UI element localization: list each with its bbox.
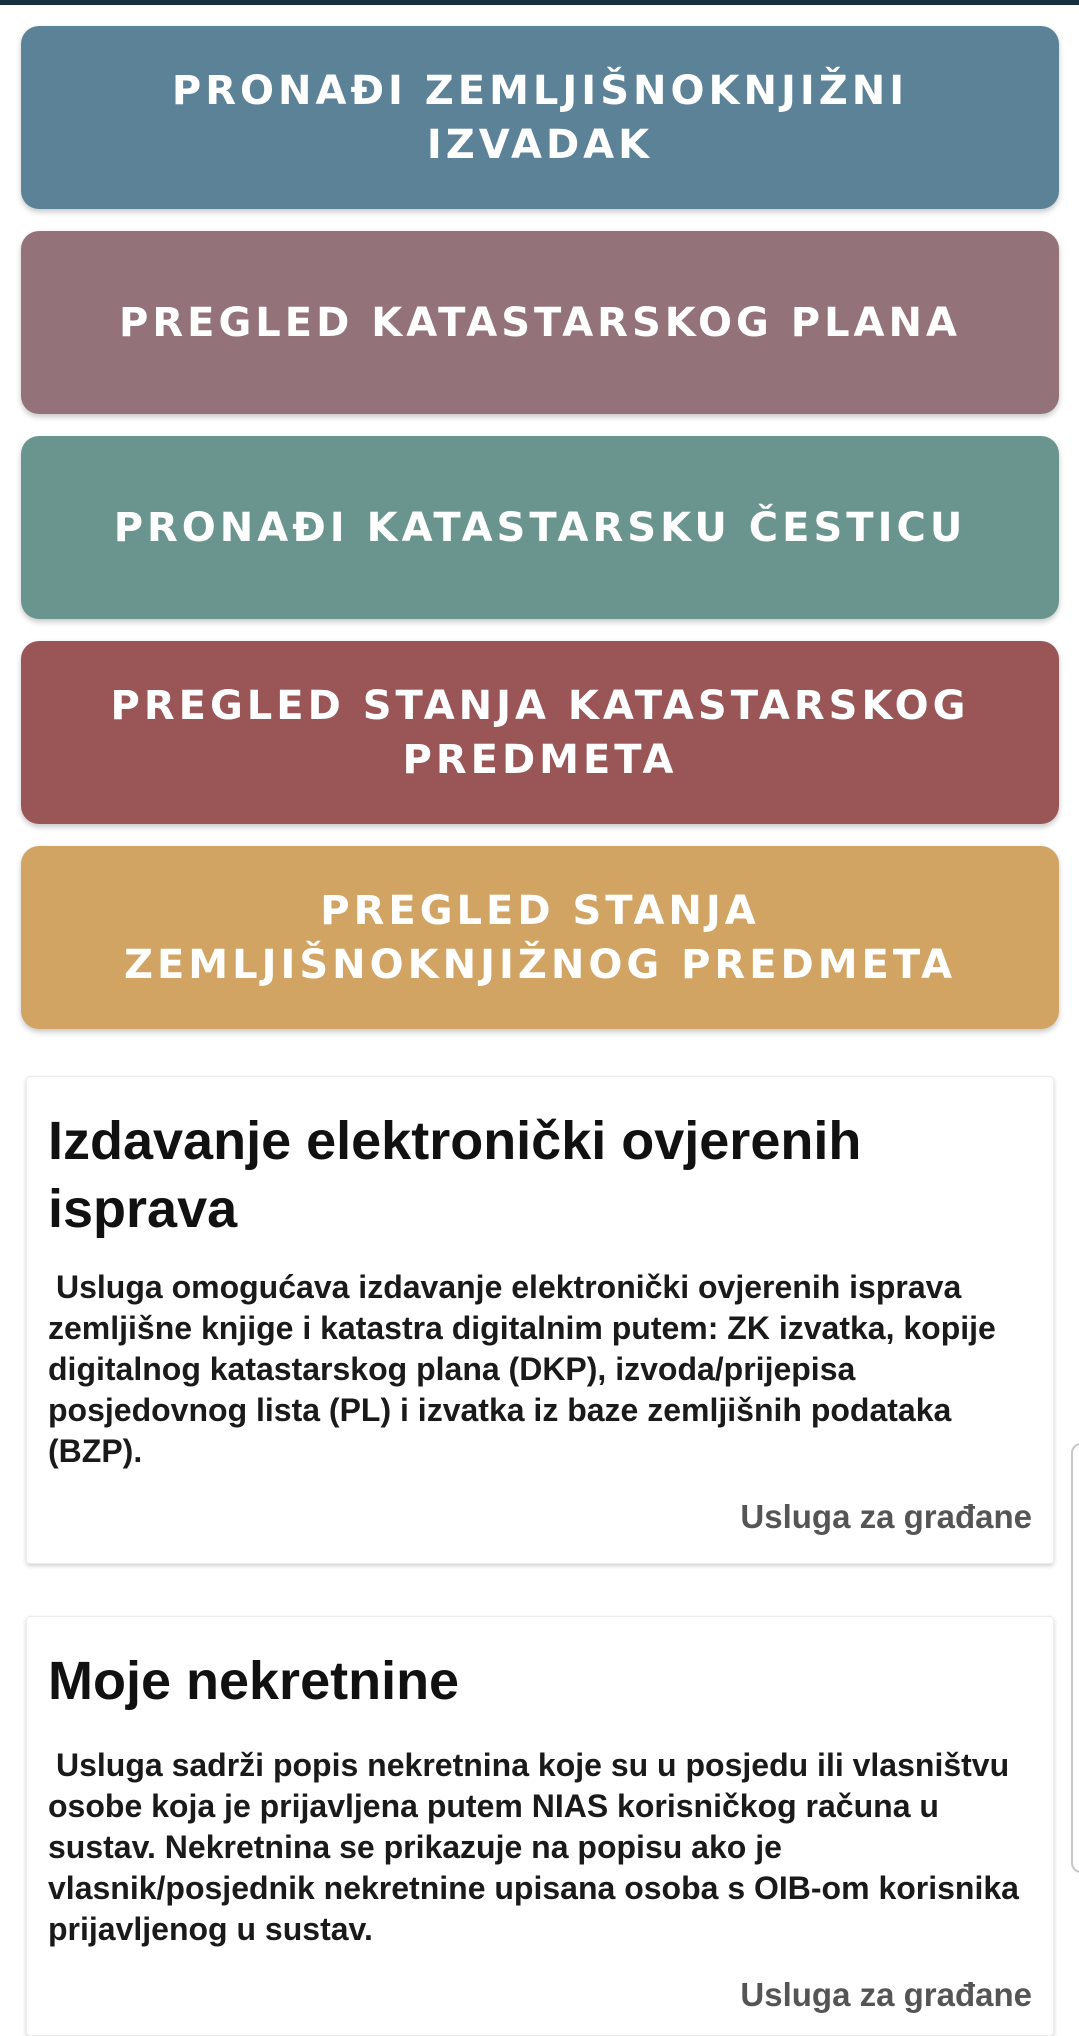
- card-description: Usluga sadrži popis nekretnina koje su u posjedu ili vlasništvu osobe koja je prijavljena putem NIAS korisničkog računa u sustav. Nekretnina se prikazuje na popisu ako je vlasnik/posjednik nekretnine upisana osoba s OIB-om korisnika prijavljenog u sustav.: [48, 1747, 1019, 1947]
- card-title: Moje nekretnine: [48, 1651, 460, 1711]
- scroll-handle[interactable]: [1071, 1443, 1079, 1873]
- service-card-electronic-documents[interactable]: [26, 1076, 1054, 1564]
- find-land-registry-extract-button[interactable]: PRONAĐI ZEMLJIŠNOKNJIŽNI IZVADAK: [21, 26, 1059, 209]
- card-title: Izdavanje elektronički ovjerenih isprava: [48, 1111, 862, 1239]
- top-bar: [0, 0, 1079, 5]
- card-description: Usluga omogućava izdavanje elektronički ovjerenih isprava zemljišne knjige i katastra digitalnim putem: ZK izvatka, kopije digitalnog katastarskog plana (DKP), izvoda/prijepisa posjedovnog lista (PL) i izvatka iz baze zemljišnih podataka (BZP).: [48, 1269, 996, 1469]
- citizen-service-link[interactable]: Usluga za građane: [740, 1976, 1032, 2013]
- service-card-my-properties[interactable]: [26, 1616, 1054, 2036]
- citizen-service-link[interactable]: Usluga za građane: [740, 1498, 1032, 1535]
- land-registry-case-status-button[interactable]: PREGLED STANJA ZEMLJIŠNOKNJIŽNOG PREDMETA: [21, 846, 1059, 1029]
- cadastral-case-status-button[interactable]: PREGLED STANJA KATASTARSKOG PREDMETA: [21, 641, 1059, 824]
- find-cadastral-parcel-button[interactable]: PRONAĐI KATASTARSKU ČESTICU: [21, 436, 1059, 619]
- cadastral-plan-view-button[interactable]: PREGLED KATASTARSKOG PLANA: [21, 231, 1059, 414]
